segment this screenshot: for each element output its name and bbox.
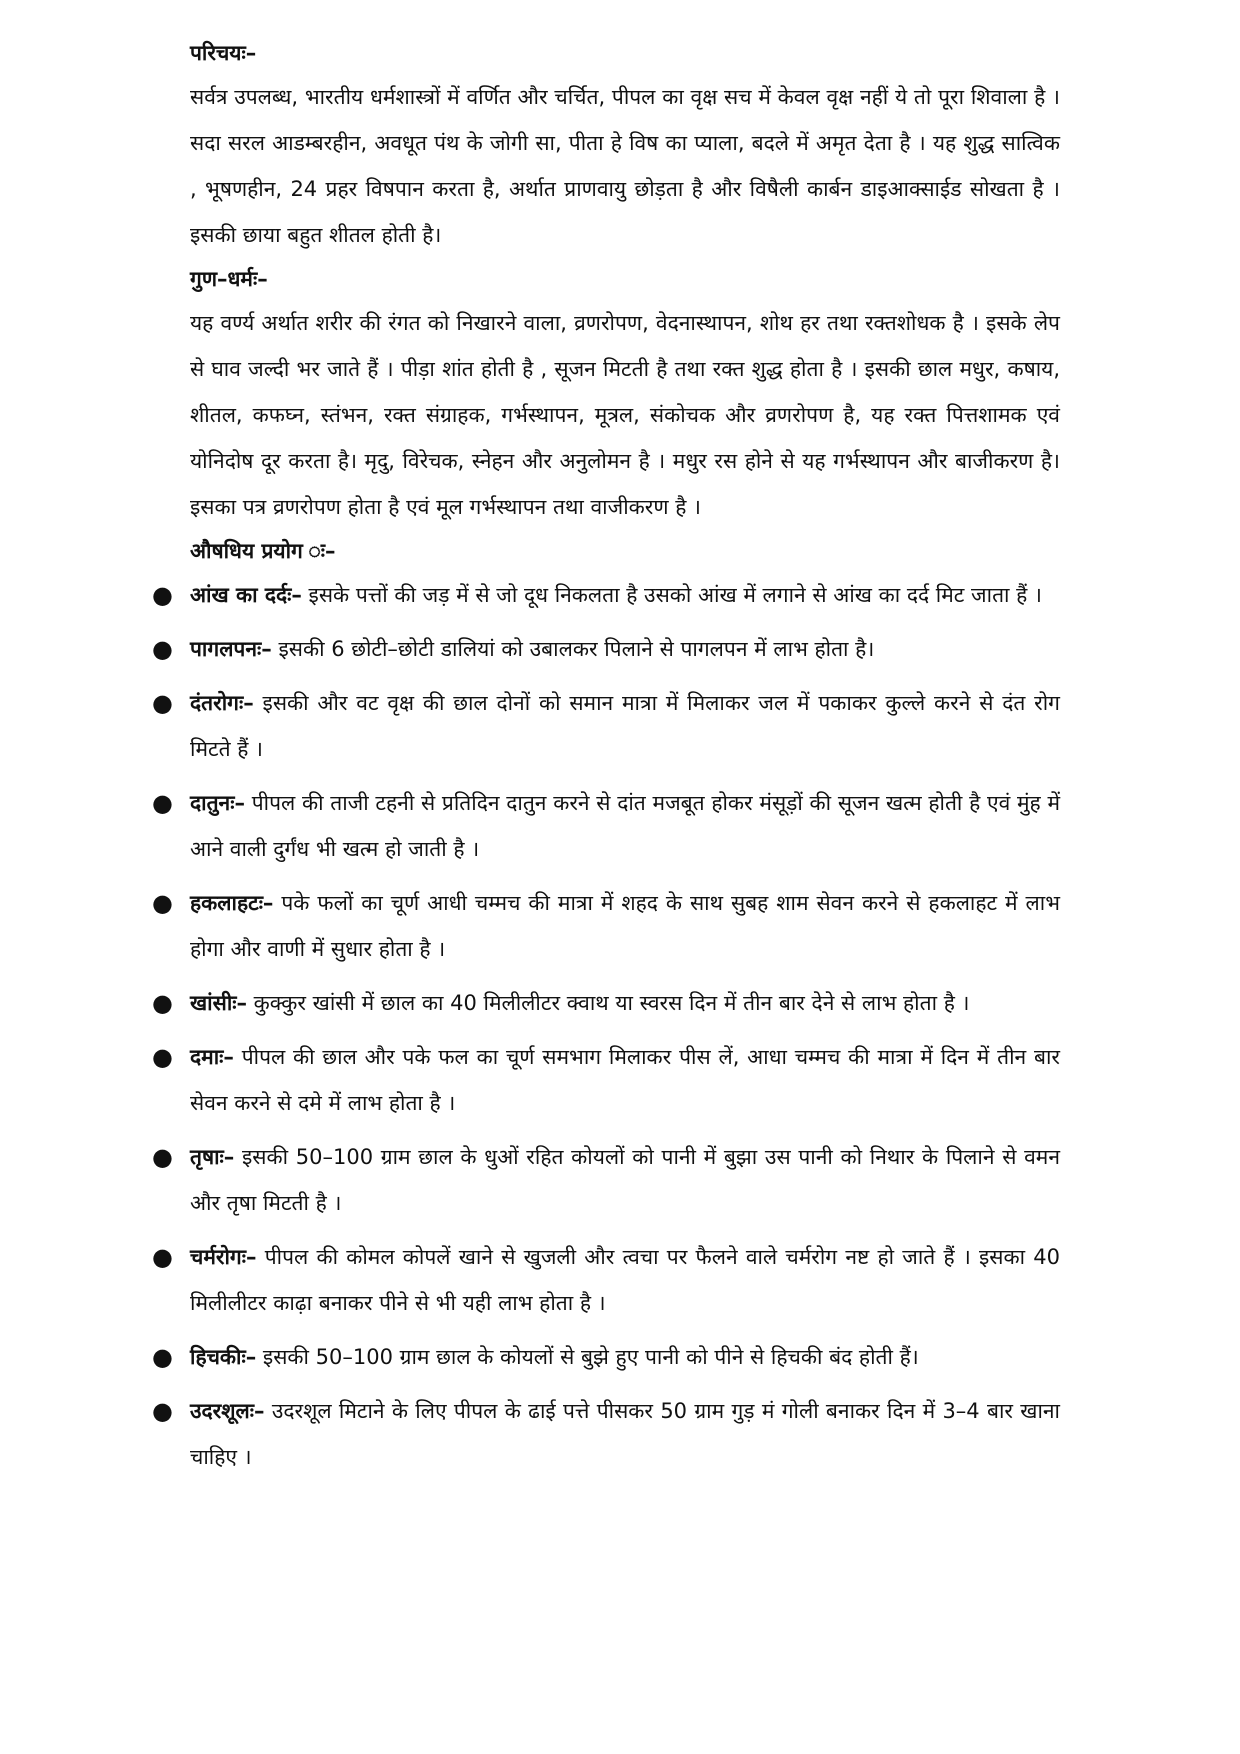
bullet-icon: ● — [152, 1343, 173, 1371]
use-title: दातुनः– — [190, 791, 245, 815]
use-text: पीपल की कोमल कोपलें खाने से खुजली और त्वचा पर फैलने वाले चर्मरोग नष्ट हो जाते हैं । इसका 40 मिलीलीटर काढ़ा बनाकर पीने से भी यही लाभ होता है । — [190, 1245, 1060, 1315]
bullet-icon: ● — [152, 1397, 173, 1425]
uses-list — [152, 572, 1060, 1480]
use-item-skin-disease — [152, 1234, 1060, 1326]
use-item-hiccup — [152, 1334, 1060, 1380]
bullet-icon: ● — [152, 789, 173, 817]
use-title: आंख का दर्दः– — [190, 583, 302, 607]
use-item-datun — [152, 780, 1060, 872]
use-text: इसकी 50–100 ग्राम छाल के धुओं रहित कोयलों को पानी में बुझा उस पानी को निथार के पिलाने से वमन और तृषा मिटती है । — [190, 1145, 1060, 1215]
properties-heading: गुण–धर्मः– — [190, 267, 268, 291]
use-title: हकलाहटः– — [190, 891, 274, 915]
bullet-icon: ● — [152, 889, 173, 917]
use-text: इसकी और वट वृक्ष की छाल दोनों को समान मात्रा में मिलाकर जल में पकाकर कुल्ले करने से दंत रोग मिटते हैं । — [190, 691, 1060, 761]
use-text: इसकी 6 छोटी–छोटी डालियां को उबालकर पिलाने से पागलपन में लाभ होता है। — [271, 637, 875, 661]
properties-paragraph: यह वर्ण्य अर्थात शरीर की रंगत को निखारने वाला, व्रणरोपण, वेदनास्थापन, शोथ हर तथा रक्तशोधक है । इसके लेप से घाव जल्दी भर जाते हैं । पीड़ा शांत होती है , सूजन मिटती है तथा रक्त शुद्ध होता है । इसकी छाल मधुर, कषाय, शीतल, कफघ्न, स्तंभन, रक्त संग्राहक, गर्भस्थापन, मूत्रल, संकोचक और व्रणरोपण है, यह रक्त पित्तशामक एवं योनिदोष दूर करता है। मृदु, विरेचक, स्नेहन और अनुलोमन है । मधुर रस होने से यह गर्भस्थापन और बाजीकरण है। इसका पत्र व्रणरोपण होता है एवं मूल गर्भस्थापन तथा वाजीकरण है । — [190, 311, 1060, 519]
bullet-icon: ● — [152, 581, 173, 609]
use-title: पागलपनः– — [190, 637, 272, 661]
bullet-icon: ● — [152, 689, 173, 717]
bullet-icon: ● — [152, 989, 173, 1017]
use-item-asthma — [152, 1034, 1060, 1126]
use-title: दंतरोगः– — [190, 691, 254, 715]
bullet-icon: ● — [152, 1143, 173, 1171]
uses-heading: औषधिय प्रयोग ः– — [190, 539, 336, 563]
use-text: कुक्कुर खांसी में छाल का 40 मिलीलीटर क्वाथ या स्वरस दिन में तीन बार देने से लाभ होता है । — [247, 991, 970, 1015]
use-item-eye-pain — [152, 572, 1060, 618]
use-text: इसके पत्तों की जड़ में से जो दूध निकलता है उसको आंख में लगाने से आंख का दर्द मिट जाता हैं । — [301, 583, 1042, 607]
use-title: दमाः– — [190, 1045, 234, 1069]
use-item-thirst — [152, 1134, 1060, 1226]
use-text: इसकी 50–100 ग्राम छाल के कोयलों से बुझे हुए पानी को पीने से हिचकी बंद होती हैं। — [256, 1345, 919, 1369]
use-title: उदरशूलः– — [190, 1399, 265, 1423]
use-item-cough — [152, 980, 1060, 1026]
use-text: पके फलों का चूर्ण आधी चम्मच की मात्रा में शहद के साथ सुबह शाम सेवन करने से हकलाहट में लाभ होगा और वाणी में सुधार होता है । — [190, 891, 1060, 961]
use-item-dental-disease — [152, 680, 1060, 772]
bullet-icon: ● — [152, 1043, 173, 1071]
use-text: पीपल की छाल और पके फल का चूर्ण समभाग मिलाकर पीस लें, आधा चम्मच की मात्रा में दिन में तीन बार सेवन करने से दमे में लाभ होता है । — [190, 1045, 1060, 1115]
intro-paragraph: सर्वत्र उपलब्ध, भारतीय धर्मशास्त्रों में वर्णित और चर्चित, पीपल का वृक्ष सच में केवल वृक्ष नहीं ये तो पूरा शिवाला है । सदा सरल आडम्बरहीन, अवधूत पंथ के जोगी सा, पीता हे विष का प्याला, बदले में अमृत देता है । यह शुद्ध सात्विक , भूषणहीन, 24 प्रहर विषपान करता है, अर्थात प्राणवायु छोड़ता है और विषैली कार्बन डाइआक्साईड सोखता है । इसकी छाया बहुत शीतल होती है। — [190, 85, 1060, 247]
use-item-insanity — [152, 626, 1060, 672]
use-text: उदरशूल मिटाने के लिए पीपल के ढाई पत्ते पीसकर 50 ग्राम गुड़ मं गोली बनाकर दिन में 3–4 बार खाना चाहिए । — [190, 1399, 1060, 1469]
use-title: खांसीः– — [190, 991, 247, 1015]
use-text: पीपल की ताजी टहनी से प्रतिदिन दातुन करने से दांत मजबूत होकर मंसूड़ों की सूजन खत्म होती है एवं मुंह में आने वाली दुर्गंध भी खत्म हो जाती है । — [190, 791, 1060, 861]
use-item-stammering — [152, 880, 1060, 972]
use-title: चर्मरोगः– — [190, 1245, 257, 1269]
use-item-colic — [152, 1388, 1060, 1480]
bullet-icon: ● — [152, 635, 173, 663]
use-title: हिचकीः– — [190, 1345, 257, 1369]
bullet-icon: ● — [152, 1243, 173, 1271]
intro-heading: परिचयः– — [190, 41, 257, 65]
use-title: तृषाः– — [190, 1145, 235, 1169]
